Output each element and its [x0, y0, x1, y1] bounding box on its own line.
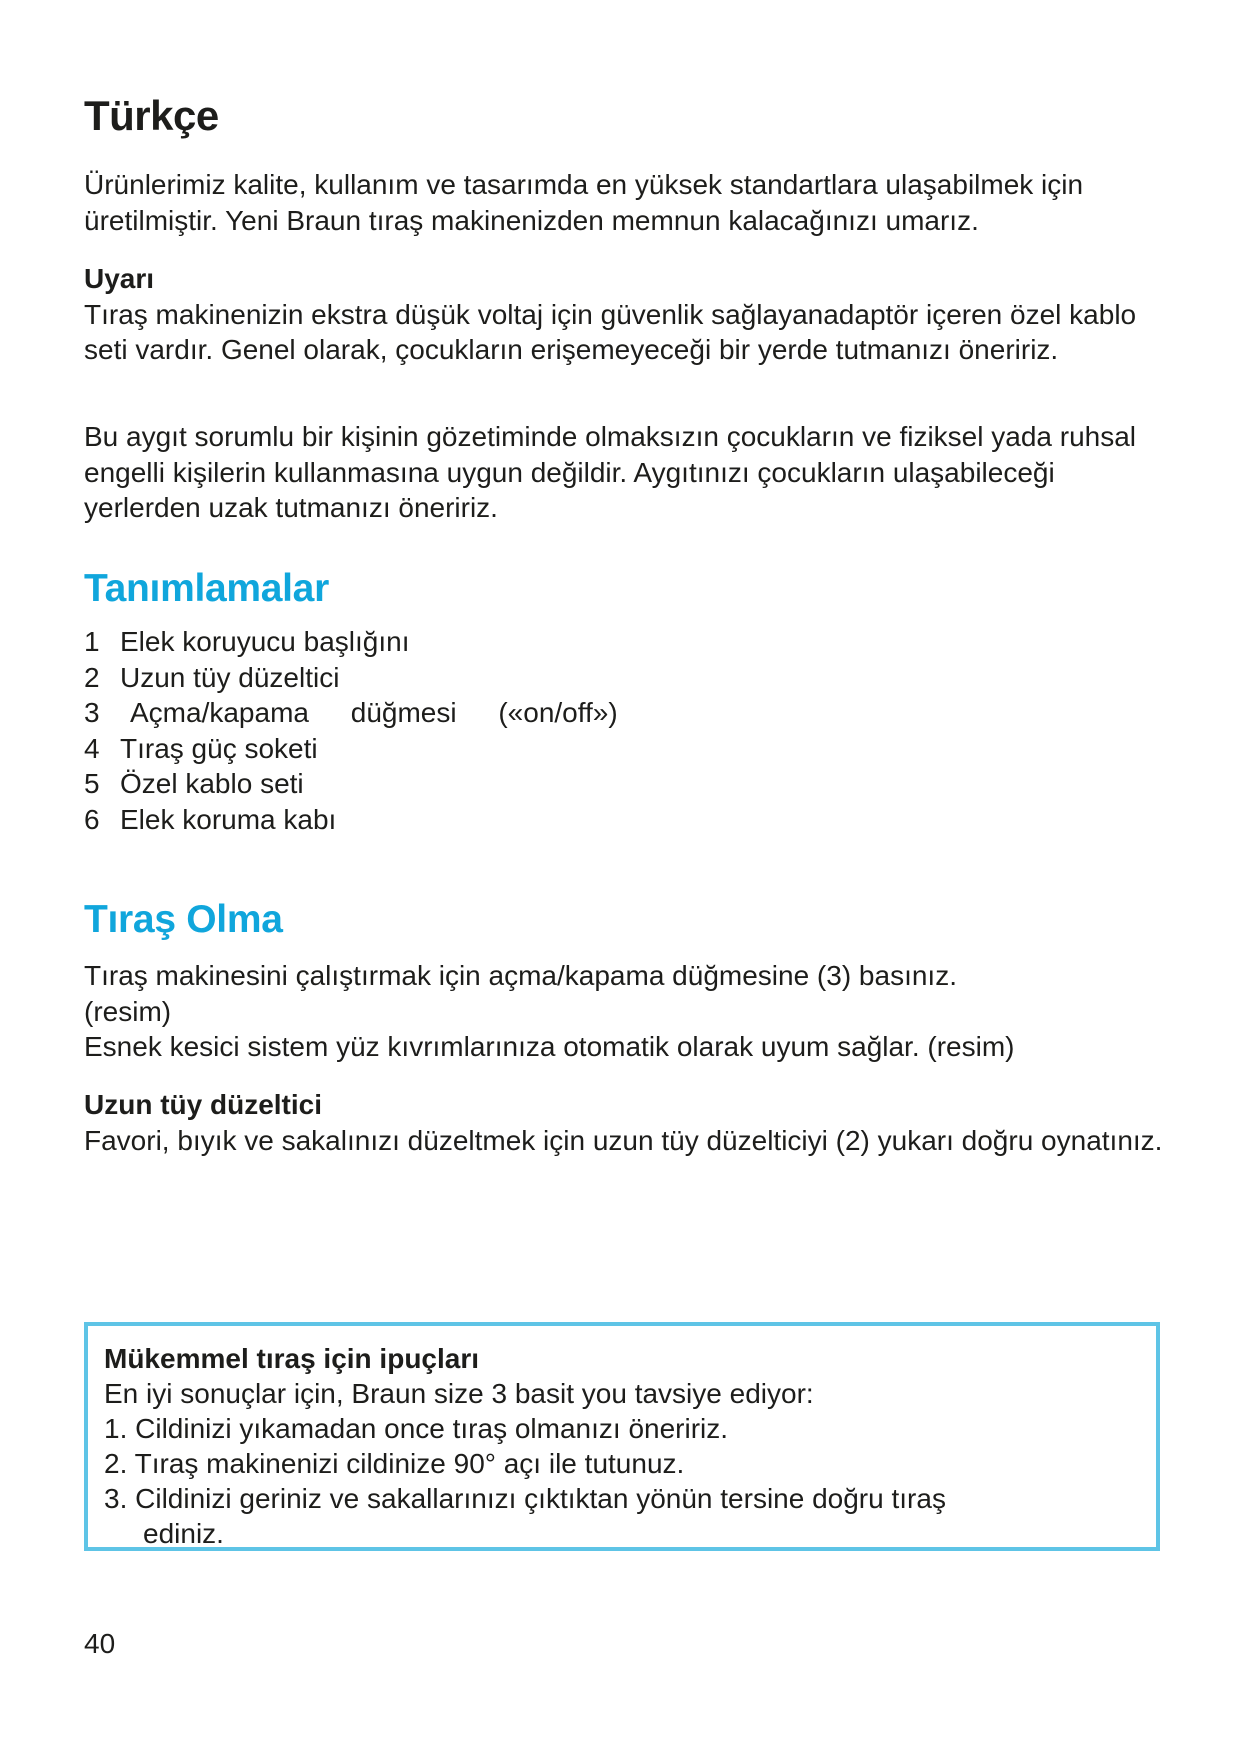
- warning-heading: Uyarı: [84, 263, 155, 294]
- list-item: 6 Elek koruma kabı: [84, 803, 337, 835]
- descriptions-list: [84, 624, 618, 837]
- warning-section: [84, 261, 1174, 368]
- shaving-text-1b: (resim): [84, 995, 172, 1027]
- tips-title: Mükemmel tıraş için ipuçları: [104, 1343, 480, 1374]
- tip-item-continuation: ediniz.: [143, 1518, 224, 1549]
- page-number: 40: [84, 1628, 116, 1659]
- warning-text-2: Bu aygıt sorumlu bir kişinin gözetiminde olmaksızın çocukların ve fiziksel yada ruhsal engelli kişilerin kullanmasına uygun değildir. Aygıtınızı çocukların ulaşabileceği yerlerden uzak tutmanızı öneririz.: [84, 421, 1137, 523]
- tip-item: 3. Cildinizi geriniz ve sakallarınızı çıktıktan yönün tersine doğru tıraş: [104, 1483, 946, 1514]
- list-item: 2 Uzun tüy düzeltici: [84, 661, 340, 693]
- shaving-heading: Tıraş Olma: [84, 898, 283, 941]
- tips-intro: En iyi sonuçlar için, Braun size 3 basit you tavsiye ediyor:: [104, 1378, 814, 1409]
- trimmer-section: [84, 1087, 1174, 1158]
- list-item: 5 Özel kablo seti: [84, 768, 304, 799]
- tip-item: 1. Cildinizi yıkamadan once tıraş olmanızı öneririz.: [104, 1413, 729, 1444]
- list-item: 1 Elek koruyucu başlığını: [84, 626, 410, 657]
- tip-item: 2. Tıraş makinenizi cildinize 90° açı ile tutunuz.: [104, 1448, 685, 1479]
- warning-text: Tıraş makinenizin ekstra düşük voltaj için güvenlik sağlayanadaptör içeren özel kablo seti vardır. Genel olarak, çocukların erişemeyeceği bir yerde tutmanızı öneririz.: [84, 298, 1137, 365]
- page-title: Türkçe: [84, 92, 219, 139]
- trimmer-text: Favori, bıyık ve sakalınızı düzeltmek için uzun tüy düzelticiyi (2) yukarı doğru oynatınız.: [84, 1124, 1163, 1156]
- intro-paragraph: Ürünlerimiz kalite, kullanım ve tasarımda en yüksek standartlara ulaşabilmek için üretilmiştir. Yeni Braun tıraş makinenizden memnun kalacağınızı umarız.: [84, 169, 1084, 236]
- trimmer-heading: Uzun tüy düzeltici: [84, 1089, 322, 1120]
- shaving-text-2: Esnek kesici sistem yüz kıvrımlarınıza otomatik olarak uyum sağlar. (resim): [84, 1031, 1015, 1062]
- descriptions-heading: Tanımlamalar: [84, 567, 329, 610]
- list-item: 4 Tıraş güç soketi: [84, 732, 318, 764]
- list-item: 3 Açma/kapama düğmesi («on/off»): [84, 697, 618, 728]
- tips-box: [84, 1322, 1160, 1551]
- shaving-text-1: Tıraş makinesini çalıştırmak için açma/kapama düğmesine (3) basınız.: [84, 960, 957, 991]
- shaving-paragraph: [84, 958, 1174, 1065]
